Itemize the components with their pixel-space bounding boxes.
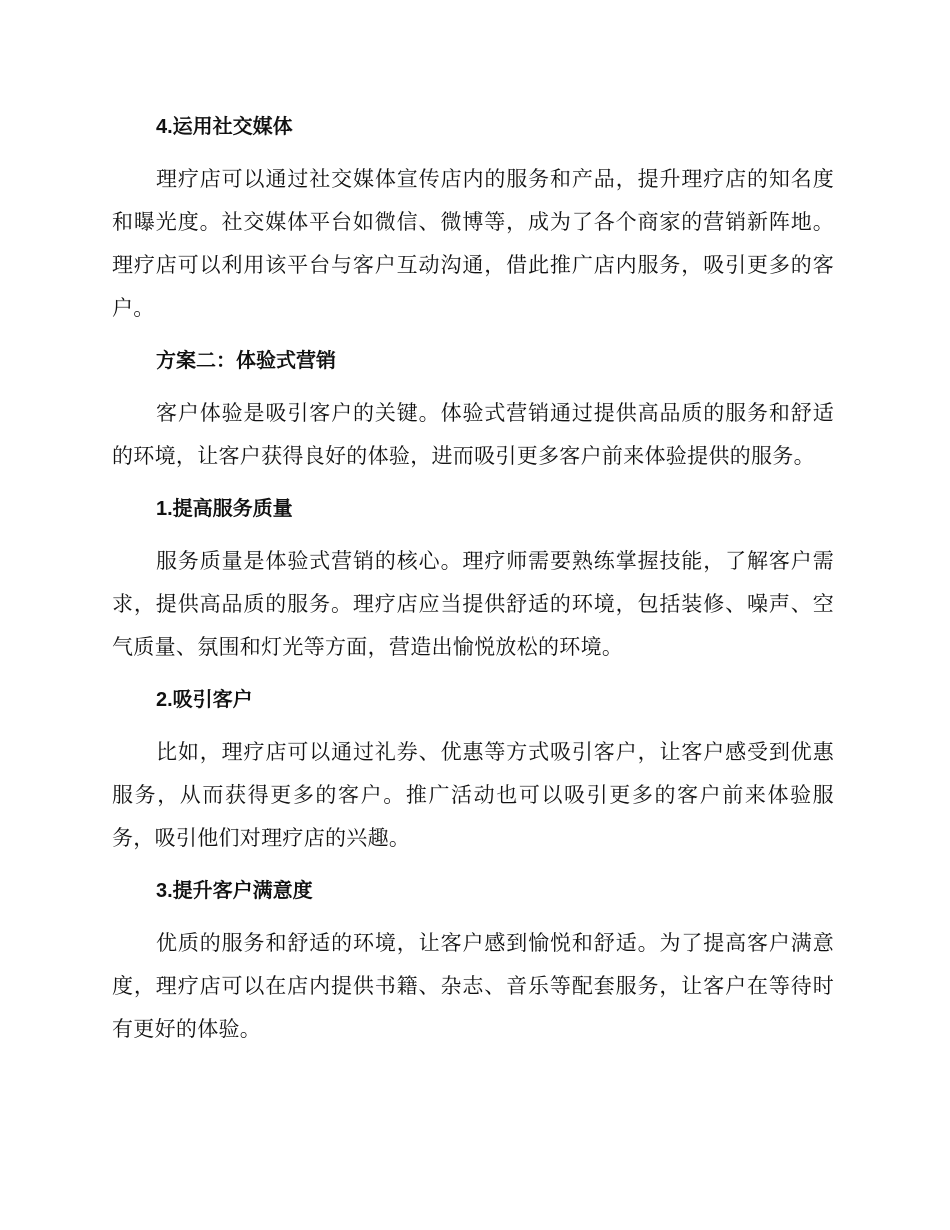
section-paragraph: 客户体验是吸引客户的关键。体验式营销通过提供高品质的服务和舒适的环境，让客户获得良好的体验，进而吸引更多客户前来体验提供的服务。 [112, 401, 834, 468]
section-paragraph: 优质的服务和舒适的环境，让客户感到愉悦和舒适。为了提高客户满意度，理疗店可以在店内提供书籍、杂志、音乐等配套服务，让客户在等待时有更好的体验。 [112, 931, 834, 1041]
section-paragraph: 理疗店可以通过社交媒体宣传店内的服务和产品，提升理疗店的知名度和曝光度。社交媒体平台如微信、微博等，成为了各个商家的营销新阵地。理疗店可以利用该平台与客户互动沟通，借此推广店内服务，吸引更多的客户。 [112, 167, 834, 320]
document-body [112, 108, 834, 1063]
section-heading: 3.提升客户满意度 [156, 880, 313, 902]
section-heading: 2.吸引客户 [156, 689, 253, 711]
section-paragraph: 服务质量是体验式营销的核心。理疗师需要熟练掌握技能，了解客户需求，提供高品质的服务。理疗店应当提供舒适的环境，包括装修、噪声、空气质量、氛围和灯光等方面，营造出愉悦放松的环境。 [112, 549, 834, 659]
section-heading: 方案二：体验式营销 [156, 350, 336, 372]
section-paragraph: 比如，理疗店可以通过礼券、优惠等方式吸引客户，让客户感受到优惠服务，从而获得更多的客户。推广活动也可以吸引更多的客户前来体验服务，吸引他们对理疗店的兴趣。 [112, 740, 834, 850]
section-heading: 4.运用社交媒体 [156, 116, 293, 138]
section-heading: 1.提高服务质量 [156, 498, 293, 520]
